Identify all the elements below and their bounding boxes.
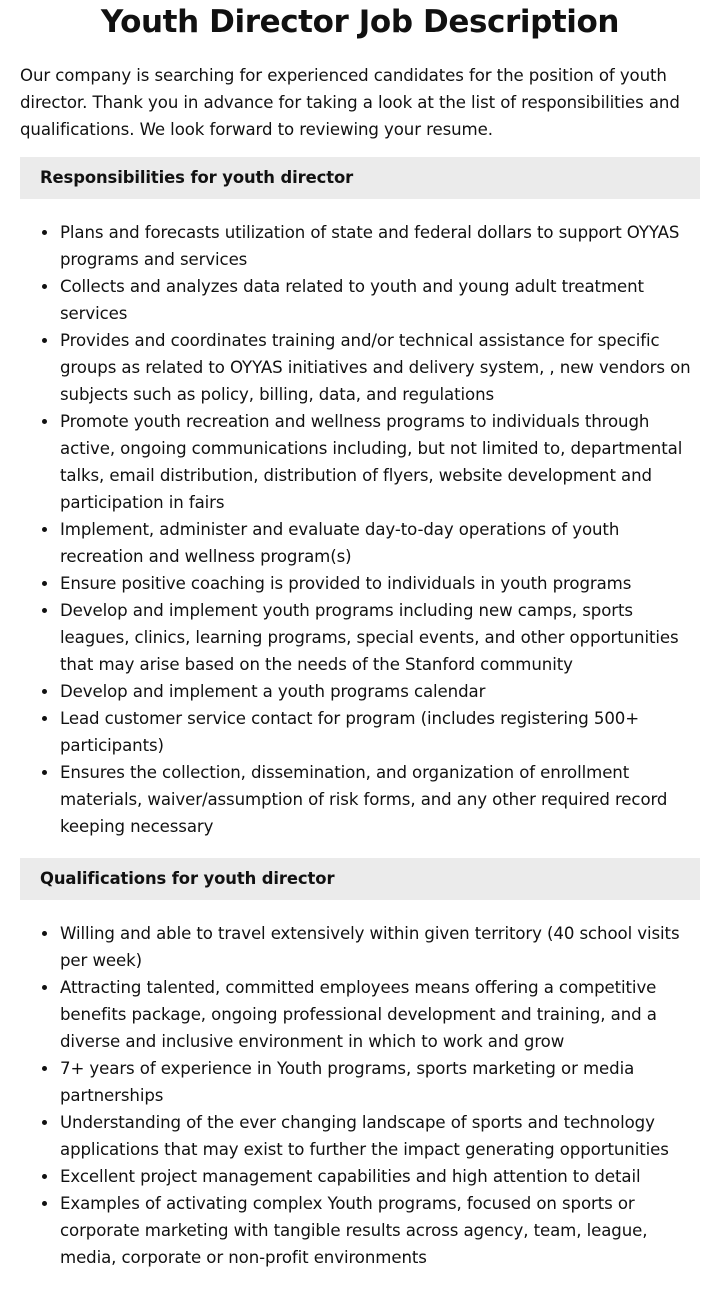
list-item: Develop and implement youth programs including new camps, sports leagues, clinics, learning programs, special events, and other opportunities that may arise based on the needs of the Stanford community: [60, 597, 700, 678]
qualifications-heading: Qualifications for youth director: [20, 858, 700, 900]
list-item: Develop and implement a youth programs calendar: [60, 678, 700, 705]
list-item: 7+ years of experience in Youth programs, sports marketing or media partnerships: [60, 1055, 700, 1109]
list-item: Understanding of the ever changing landscape of sports and technology applications that may exist to further the impact generating opportunities: [60, 1109, 700, 1163]
page-title: Youth Director Job Description: [100, 4, 620, 40]
list-item: Ensure positive coaching is provided to individuals in youth programs: [60, 570, 700, 597]
list-item: Examples of activating complex Youth programs, focused on sports or corporate marketing with tangible results across agency, team, league, media, corporate or non-profit environments: [60, 1190, 700, 1271]
list-item: Excellent project management capabilities and high attention to detail: [60, 1163, 700, 1190]
qualifications-list: [20, 920, 700, 1271]
list-item: Collects and analyzes data related to youth and young adult treatment services: [60, 273, 700, 327]
list-item: Willing and able to travel extensively within given territory (40 school visits per week): [60, 920, 700, 974]
list-item: Plans and forecasts utilization of state and federal dollars to support OYYAS programs and services: [60, 219, 700, 273]
list-item: Promote youth recreation and wellness programs to individuals through active, ongoing communications including, but not limited to, departmental talks, email distribution, distribution of flyers, website development and participation in fairs: [60, 408, 700, 516]
list-item: Provides and coordinates training and/or technical assistance for specific groups as related to OYYAS initiatives and delivery system, , new vendors on subjects such as policy, billing, data, and regulations: [60, 327, 700, 408]
list-item: Attracting talented, committed employees means offering a competitive benefits package, ongoing professional development and training, and a diverse and inclusive environment in which to work and grow: [60, 974, 700, 1055]
intro-paragraph: Our company is searching for experienced candidates for the position of youth director. Thank you in advance for taking a look at the list of responsibilities and qualifications. We look forward to reviewing your resume.: [20, 66, 680, 139]
list-item: Lead customer service contact for program (includes registering 500+ participants): [60, 705, 700, 759]
list-item: Ensures the collection, dissemination, and organization of enrollment materials, waiver/assumption of risk forms, and any other required record keeping necessary: [60, 759, 700, 840]
responsibilities-heading: Responsibilities for youth director: [20, 157, 700, 199]
responsibilities-list: [20, 219, 700, 840]
list-item: Implement, administer and evaluate day-to-day operations of youth recreation and wellness program(s): [60, 516, 700, 570]
